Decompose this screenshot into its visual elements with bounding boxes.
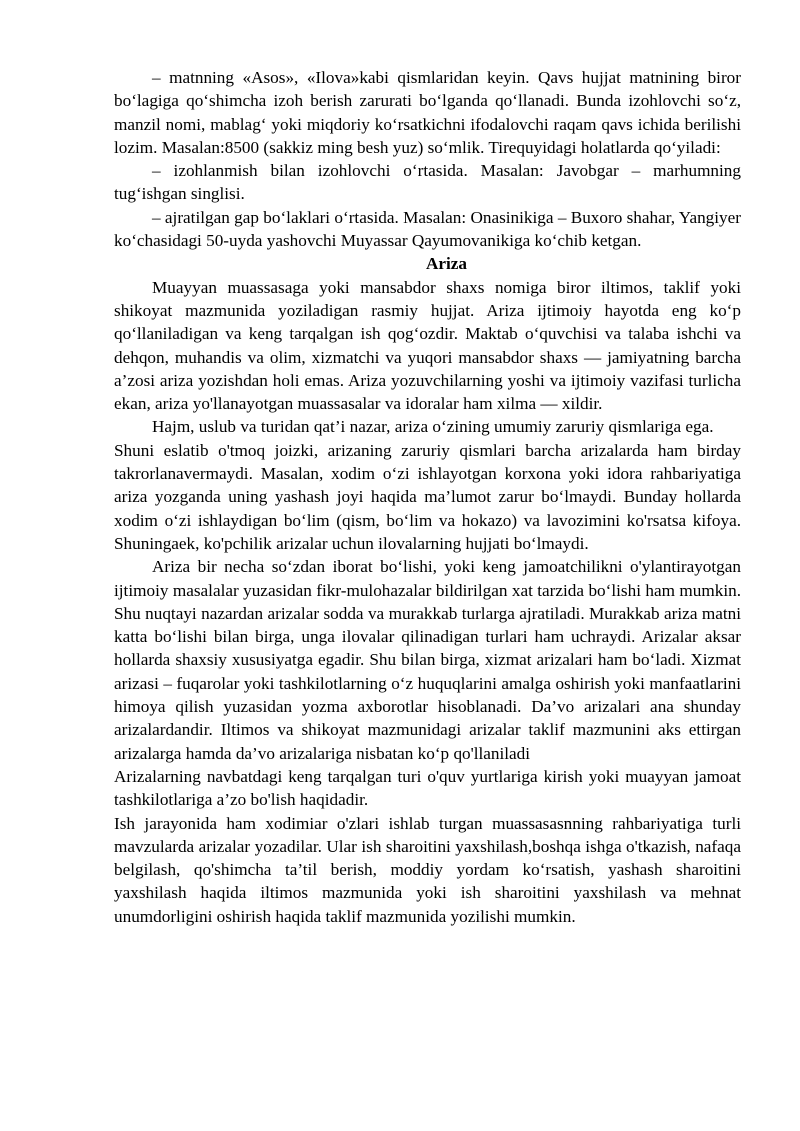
document-page — [114, 66, 741, 928]
paragraph-qavs-usage: – matnning «Asos», «Ilova»kabi qismlaridan keyin. Qavs hujjat matnining biror bo‘lagiga qo‘shimcha izoh berish zarurati bo‘lganda qo‘llanadi. Bunda izohlovchi so‘z, manzil nomi, mablag‘ yoki miqdoriy ko‘rsatkichni ifodalovchi raqam qavs ichida berilishi lozim. Masalan:8500 (sakkiz ming besh yuz) so‘mlik. Tirequyidagi holatlarda qo‘yiladi: — [114, 68, 741, 157]
paragraph-ariza-required-parts: Shuni eslatib o'tmoq joizki, arizaning zaruriy qismlari barcha arizalarda ham birday takrorlanavermaydi. Masalan, xodim o‘zi ishlayotgan korxona yoki idora rahbariyatiga ariza yozganda uning yashash joyi haqida ma’lumot zarur bo‘lmaydi. Bunday hollarda xodim o‘zi ishlaydigan bo‘lim (qism, bo‘lim va hokazo) va lavozimini ko'rsatsa kifoya. Shuningaek, ko'pchilik arizalar uchun ilovalarning hujjati bo‘lmaydi. — [114, 440, 741, 553]
paragraph-ariza-workplace: Ish jarayonida ham xodimiar o'zlari ishlab turgan muassasasnning rahbariyatiga turli mavzularda arizalar yozadilar. Ular ish sharoitini yaxshilash,boshqa ishga o'tkazish, nafaqa belgilash, qo'shimcha ta’til berish, moddiy yordam ko‘rsatish, yashash sharoitini yaxshilash haqida iltimos mazmunida yoki ish sharoitini yaxshilash va mehnat unumdorligini oshirish haqida taklif mazmunida yozilishi mumkin. — [114, 813, 741, 926]
paragraph-ariza-types: Ariza bir necha so‘zdan iborat bo‘lishi, yoki keng jamoatchilikni o'ylantirayotgan ijtimoiy masalalar yuzasidan fikr-mulohazalar bildirilgan xat tarzida bo‘lishi ham mumkin. Shu nuqtayi nazardan arizalar sodda va murakkab turlarga ajratiladi. Murakkab ariza matni katta bo‘lishi bilan birga, unga ilovalar qilinadigan turlari ham uchraydi. Arizalar aksar hollarda shaxsiy xususiyatga egadir. Shu bilan birga, xizmat arizalari ham bo‘ladi. Xizmat arizasi – fuqarolar yoki tashkilotlarning o‘z huquqlarini amalga oshirish yoki manfaatlarini himoya qilish yuzasidan yozma axborotlar hisoblanadi. Da’vo arizalari ana shunday arizalardandir. Iltimos va shikoyat mazmunidagi arizalar taklif mazmunini aks ettirgan arizalarga hamda da’vo arizalariga nisbatan ko‘p qo'llaniladi — [114, 557, 741, 763]
paragraph-ariza-admission: Arizalarning navbatdagi keng tarqalgan turi o'quv yurtlariga kirish yoki muayyan jamoat tashkilotlariga a’zo bo'lish haqidadir. — [114, 766, 741, 810]
paragraph-ariza-definition: Muayyan muassasaga yoki mansabdor shaxs nomiga biror iltimos, taklif yoki shikoyat mazmunida yoziladigan rasmiy hujjat. Ariza ijtimoiy hayotda eng ko‘p qo‘llaniladigan va keng tarqalgan ish qog‘ozdir. Maktab o‘quvchisi va talaba ishchi va dehqon, muhandis va olim, xizmatchi va yuqori mansabdor shaxs — jamiyatning barcha a’zosi ariza yozishdan holi emas. Ariza yozuvchilarning yoshi va ijtimoiy vazifasi turlicha ekan, ariza yo'llanayotgan muassasalar va idoralar ham xilma — xildir. — [114, 277, 741, 414]
paragraph-tire-example-1: – izohlanmish bilan izohlovchi o‘rtasida. Masalan: Javobgar – marhumning tug‘ishgan singlisi. — [114, 161, 741, 204]
paragraph-tire-example-2: – ajratilgan gap bo‘laklari o‘rtasida. Masalan: Onasinikiga – Buxoro shahar, Yangiyer ko‘chasidagi 50-uyda yashovchi Muyassar Qayumovanikiga ko‘chib ketgan. — [114, 207, 741, 251]
section-heading-ariza: Ariza — [425, 254, 468, 274]
paragraph-ariza-parts: Hajm, uslub va turidan qat’i nazar, ariza o‘zining umumiy zaruriy qismlariga ega. — [152, 417, 714, 437]
